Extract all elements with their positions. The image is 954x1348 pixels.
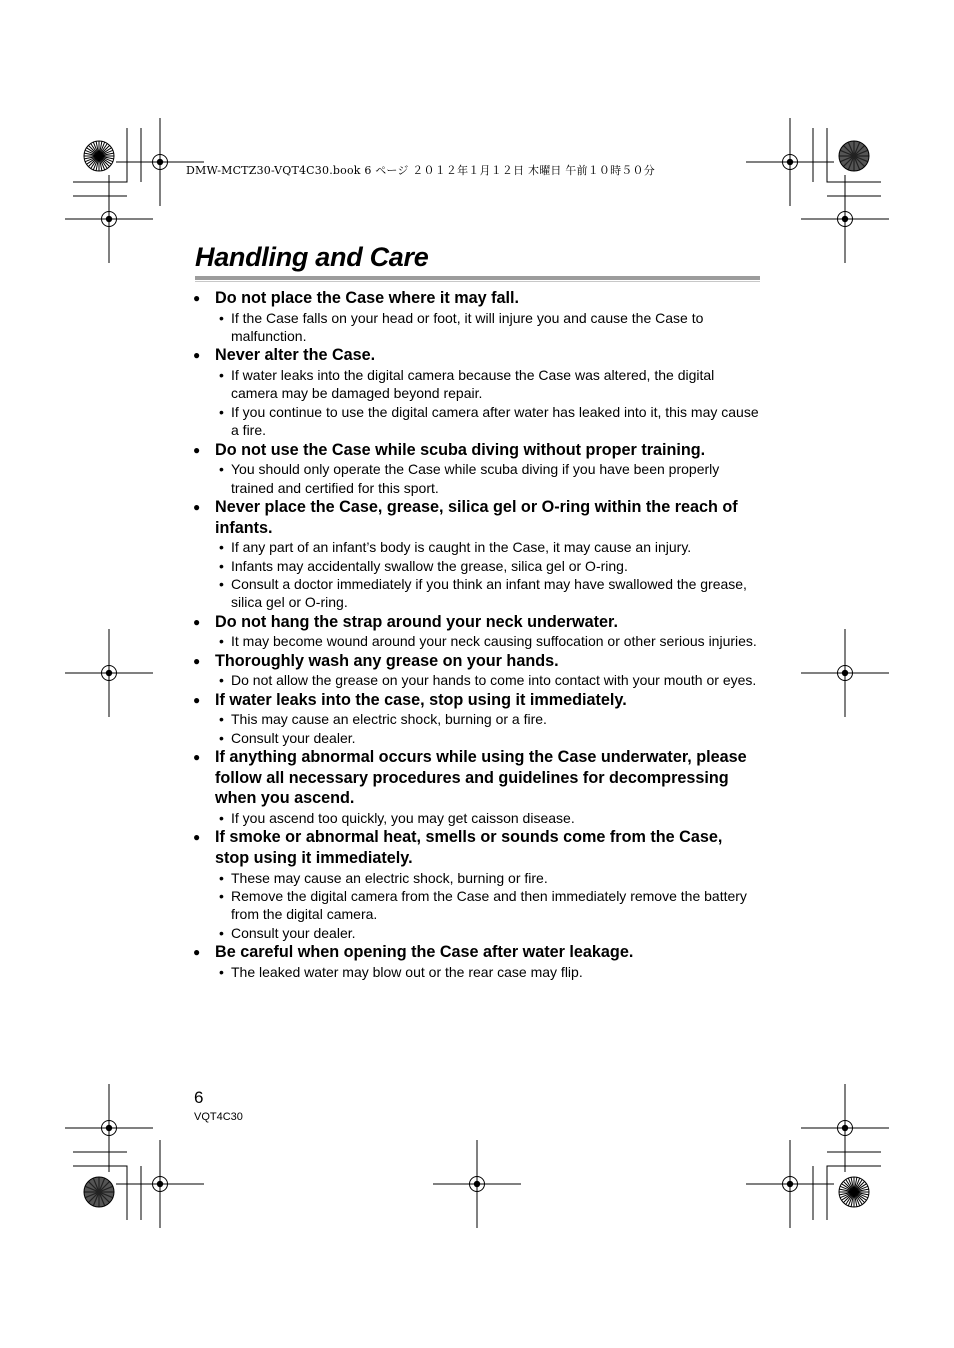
bullet-icon: ● — [193, 291, 201, 305]
instruction-item — [193, 612, 761, 651]
instruction-item — [193, 942, 761, 981]
instruction-note-text: These may cause an electric shock, burning or fire. — [231, 869, 548, 886]
note-bullet-icon: • — [219, 888, 224, 905]
page-title: Handling and Care — [195, 242, 429, 272]
instruction-note-text: Remove the digital camera from the Case and then immediately remove the battery from the digital camera. — [231, 888, 747, 923]
instruction-note-text: If the Case falls on your head or foot, it will injure you and cause the Case to malfunction. — [231, 309, 704, 344]
instruction-note — [193, 575, 761, 612]
instruction-note — [193, 887, 761, 924]
note-bullet-icon: • — [219, 367, 224, 383]
instruction-heading-text: If anything abnormal occurs while using the Case underwater, please follow all necessary procedures and guidelines for decompressing when you ascend. — [215, 748, 747, 808]
note-bullet-icon: • — [219, 963, 224, 980]
instruction-heading-text: Be careful when opening the Case after water leakage. — [215, 943, 634, 962]
instruction-note-text: You should only operate the Case while scuba diving if you have been properly trained and certified for this sport. — [231, 461, 720, 496]
print-header: DMW-MCTZ30-VQT4C30.book 6 ページ ２０１２年１月１２日 木曜日 午前１０時５０分 — [186, 164, 655, 177]
page-number: 6 — [194, 1088, 204, 1107]
note-bullet-icon: • — [219, 557, 224, 574]
instruction-heading — [193, 440, 761, 461]
note-bullet-icon: • — [219, 729, 224, 746]
instruction-note-text: This may cause an electric shock, burning or a fire. — [231, 711, 547, 728]
instruction-note — [193, 309, 761, 346]
instruction-note — [193, 632, 761, 650]
bullet-icon: ● — [193, 614, 201, 629]
instruction-item — [193, 690, 761, 747]
note-bullet-icon: • — [219, 924, 224, 941]
instruction-item — [193, 747, 761, 827]
instruction-item — [193, 345, 761, 439]
bullet-icon: ● — [193, 653, 201, 668]
note-bullet-icon: • — [219, 576, 224, 593]
instruction-note-text: Consult your dealer. — [231, 924, 356, 941]
note-bullet-icon: • — [219, 309, 224, 326]
note-bullet-icon: • — [219, 672, 224, 689]
note-bullet-icon: • — [219, 869, 224, 886]
instruction-note-text: If water leaks into the digital camera because the Case was altered, the digital camera may be damaged beyond repair. — [231, 367, 715, 402]
instruction-note — [193, 963, 761, 981]
instruction-note — [193, 924, 761, 942]
title-underline — [195, 276, 760, 280]
note-bullet-icon: • — [219, 539, 224, 556]
instruction-note-text: If you ascend too quickly, you may get caisson disease. — [231, 810, 575, 827]
instruction-heading — [193, 497, 761, 538]
note-bullet-icon: • — [219, 633, 224, 650]
instruction-heading-text: If smoke or abnormal heat, smells or sounds come from the Case, stop using it immediately. — [215, 828, 723, 868]
instruction-item — [193, 497, 761, 612]
instruction-note — [193, 538, 761, 556]
note-bullet-icon: • — [219, 461, 224, 478]
instruction-note-text: Do not allow the grease on your hands to come into contact with your mouth or eyes. — [231, 672, 757, 689]
instruction-note — [193, 729, 761, 747]
instruction-heading-text: Do not place the Case where it may fall. — [215, 289, 520, 307]
instruction-note-text: Consult your dealer. — [231, 729, 356, 746]
instruction-item — [193, 440, 761, 497]
instruction-item — [193, 288, 761, 345]
instruction-heading — [193, 690, 761, 711]
instruction-heading — [193, 345, 761, 366]
instruction-note — [193, 460, 761, 497]
instruction-heading-text: Thoroughly wash any grease on your hands. — [215, 651, 559, 670]
bullet-icon: ● — [193, 830, 201, 845]
note-bullet-icon: • — [219, 711, 224, 728]
instruction-heading-text: Do not hang the strap around your neck underwater. — [215, 612, 618, 631]
instruction-item — [193, 827, 761, 942]
instruction-note-text: Infants may accidentally swallow the grease, silica gel or O-ring. — [231, 557, 628, 574]
instruction-note-text: The leaked water may blow out or the rear case may flip. — [231, 963, 583, 980]
instruction-note — [193, 809, 761, 827]
instruction-heading — [193, 651, 761, 672]
title-underline-thin — [195, 281, 760, 282]
instruction-note — [193, 403, 761, 440]
note-bullet-icon: • — [219, 810, 224, 827]
instruction-item — [193, 651, 761, 690]
instruction-heading-text: If water leaks into the case, stop using it immediately. — [215, 690, 627, 709]
instruction-note — [193, 366, 761, 403]
instruction-heading — [193, 827, 761, 868]
instruction-note — [193, 557, 761, 575]
care-instructions — [193, 288, 761, 981]
bullet-icon: ● — [193, 500, 201, 515]
bullet-icon: ● — [193, 750, 201, 765]
instruction-heading-text: Never alter the Case. — [215, 346, 376, 365]
instruction-heading — [193, 747, 761, 809]
bullet-icon: ● — [193, 945, 201, 960]
instruction-note-text: If you continue to use the digital camera after water has leaked into it, this may cause a fire. — [231, 403, 759, 439]
note-bullet-icon: • — [219, 403, 224, 420]
instruction-note — [193, 710, 761, 728]
instruction-note — [193, 671, 761, 689]
instruction-note — [193, 869, 761, 887]
document-code: VQT4C30 — [194, 1111, 243, 1123]
bullet-icon: ● — [193, 442, 201, 457]
instruction-heading-text: Do not use the Case while scuba diving without proper training. — [215, 440, 706, 459]
instruction-note-text: Consult a doctor immediately if you think an infant may have swallowed the grease, silica gel or O-ring. — [231, 576, 747, 611]
instruction-heading — [193, 942, 761, 963]
bullet-icon: ● — [193, 692, 201, 707]
instruction-heading-text: Never place the Case, grease, silica gel or O-ring within the reach of infants. — [215, 498, 738, 537]
instruction-heading — [193, 612, 761, 633]
instruction-heading — [193, 288, 761, 309]
instruction-note-text: If any part of an infant’s body is caught in the Case, it may cause an injury. — [231, 539, 692, 556]
instruction-note-text: It may become wound around your neck causing suffocation or other serious injuries. — [231, 633, 757, 650]
bullet-icon: ● — [193, 348, 201, 363]
